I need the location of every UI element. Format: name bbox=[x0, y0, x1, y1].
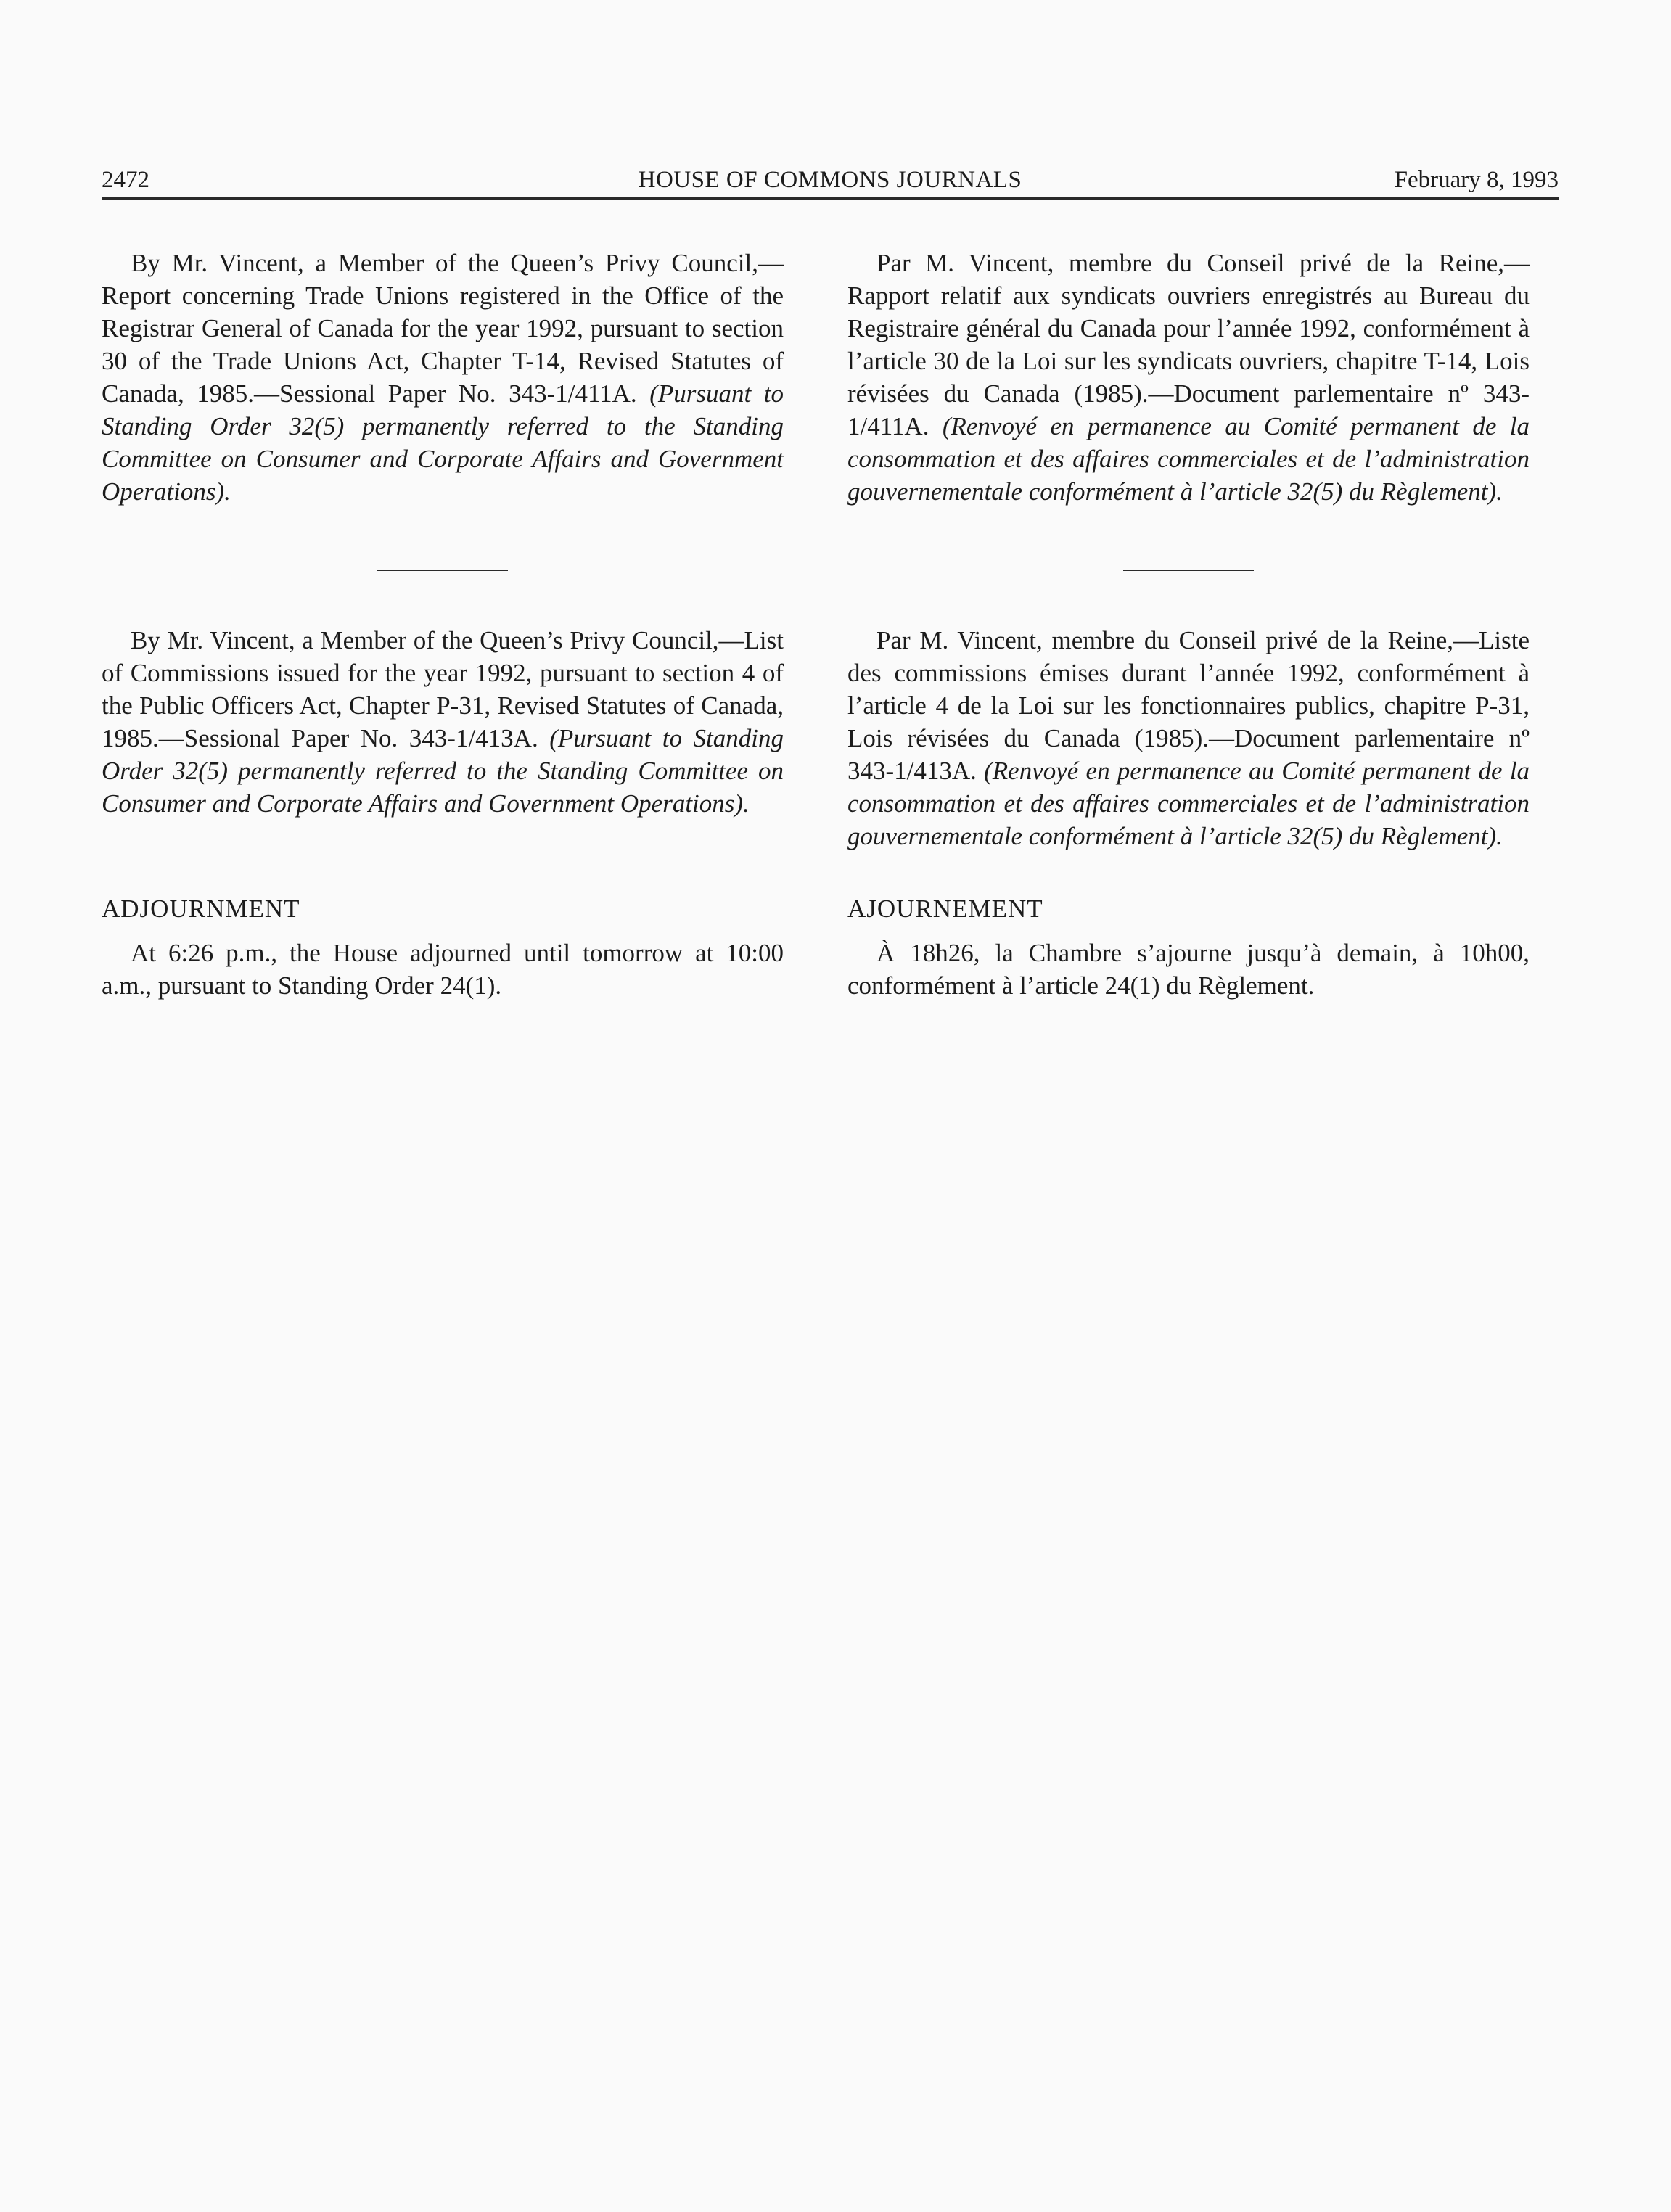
header-rule bbox=[102, 197, 1559, 200]
page-number: 2472 bbox=[102, 167, 149, 193]
entry-text: Par M. Vincent, membre du Conseil privé de la Reine,—Rapport relatif aux syndicats ouvriers enregistrés au Bureau du Registraire général du Canada pour l’année 1992, conformément à l’article 30 de la Loi sur les syndicats ouvriers, chapitre T-14, Lois révisées du Canada (1985).—Document parlementaire nº 343-1/411A. bbox=[847, 249, 1530, 440]
entry-referral: (Renvoyé en permanence au Comité permanent de la consommation et des affaires commerciales et de l’administration gouvernementale conformément à l’article 32(5) du Règlement). bbox=[847, 757, 1530, 850]
entry-referral: (Pursuant to Standing Order 32(5) permanently referred to the Standing Committee on Consumer and Corporate Affairs and Government Operations). bbox=[102, 724, 784, 818]
entry-text: By Mr. Vincent, a Member of the Queen’s Privy Council,—List of Commissions issued for the year 1992, pursuant to section 4 of the Public Officers Act, Chapter P-31, Revised Statutes of Canada, 1985.—Sessional Paper No. 343-1/413A. bbox=[102, 626, 784, 752]
adjournment-paragraph: At 6:26 p.m., the House adjourned until tomorrow at 10:00 a.m., pursuant to Standing Order 24(1). bbox=[102, 939, 784, 1000]
entry-paragraph bbox=[102, 247, 784, 508]
entry-paragraph bbox=[847, 624, 1530, 852]
entry-trade-unions-fr bbox=[847, 247, 1530, 508]
entry-paragraph bbox=[847, 247, 1530, 508]
adjournment-section-en bbox=[102, 892, 784, 1002]
entry-commissions-fr bbox=[847, 624, 1530, 852]
entry-text: By Mr. Vincent, a Member of the Queen’s Privy Council,—Report concerning Trade Unions registered in the Office of the Registrar General of Canada for the year 1992, pursuant to section 30 of the Trade Unions Act, Chapter T-14, Revised Statutes of Canada, 1985.—Sessional Paper No. 343-1/411A. bbox=[102, 249, 784, 408]
entry-referral: (Pursuant to Standing Order 32(5) permanently referred to the Standing Committee on Consumer and Corporate Affairs and Government Operations). bbox=[102, 379, 784, 506]
adjournment-section-fr bbox=[847, 892, 1530, 1002]
entry-paragraph bbox=[102, 624, 784, 820]
separator-rule bbox=[847, 570, 1530, 571]
entry-text: Par M. Vincent, membre du Conseil privé de la Reine,—Liste des commissions émises durant l’année 1992, conformément à l’article 4 de la Loi sur les fonctionnaires publics, chapitre P-31, Lois révisées du Canada (1985).—Document parlementaire nº 343-1/413A. bbox=[847, 626, 1530, 785]
journal-date: February 8, 1993 bbox=[1394, 167, 1559, 193]
section-heading: AJOURNEMENT bbox=[847, 895, 1043, 923]
entry-trade-unions-en bbox=[102, 247, 784, 508]
section-heading: ADJOURNMENT bbox=[102, 895, 300, 923]
journal-title: HOUSE OF COMMONS JOURNALS bbox=[638, 167, 1022, 193]
entry-referral: (Renvoyé en permanence au Comité permanent de la consommation et des affaires commerciales et de l’administration gouvernementale conformément à l’article 32(5) du Règlement). bbox=[847, 412, 1530, 506]
entry-commissions-en bbox=[102, 624, 784, 820]
adjournment-paragraph: À 18h26, la Chambre s’ajourne jusqu’à demain, à 10h00, conformément à l’article 24(1) du Règlement. bbox=[847, 939, 1530, 1000]
separator-rule bbox=[102, 570, 784, 571]
page-header bbox=[102, 165, 1559, 197]
